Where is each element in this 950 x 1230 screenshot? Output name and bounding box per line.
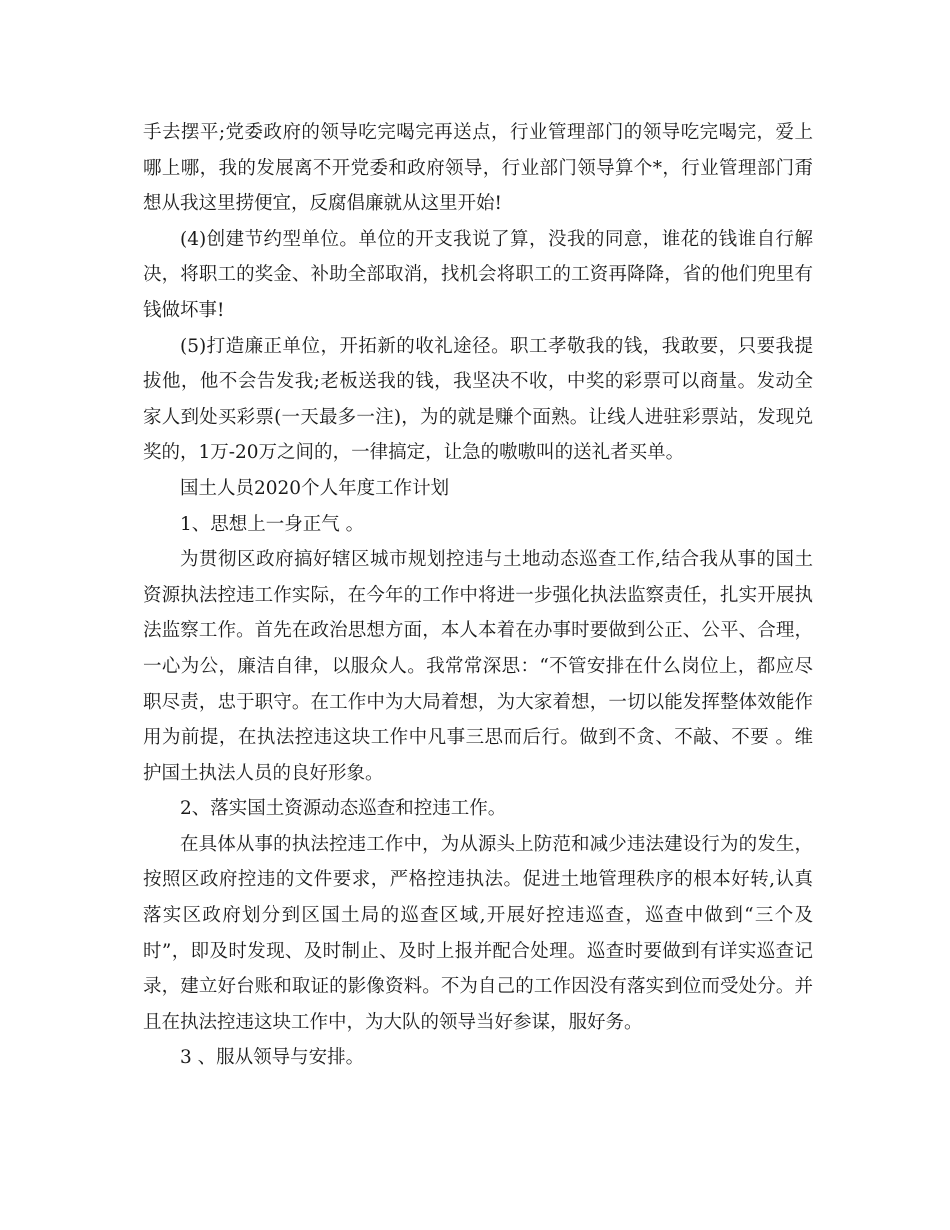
paragraph-section-1: 为贯彻区政府搞好辖区城市规划控违与土地动态巡查工作,结合我从事的国土资源执法控违工作实际，在今年的工作中将进一步强化执法监察责任，扎实开展执法监察工作。首先在政治思想方面，本人本着在办事时要做到公正、公平、合理，一心为公，廉洁自律，以服众人。我常常深思：“不管安排在什么岗位上，都应尽职尽责，忠于职守。在工作中为大局着想，为大家着想，一切以能发挥整体效能作用为前提，在执法控违这块工作中凡事三思而后行。做到不贪、不敲、不要 。维护国土执法人员的良好形象。 — [143, 549, 813, 784]
document-body — [143, 115, 813, 1076]
paragraph-item-4: (4)创建节约型单位。单位的开支我说了算，没我的同意，谁花的钱谁自行解决，将职工的奖金、补助全部取消，找机会将职工的工资再降降，省的他们兜里有钱做坏事! — [143, 228, 813, 321]
paragraph-continuation: 手去摆平;党委政府的领导吃完喝完再送点，行业管理部门的领导吃完喝完，爱上哪上哪，我的发展离不开党委和政府领导，行业部门领导算个*，行业管理部门甭想从我这里捞便宜，反腐倡廉就从这里开始! — [143, 122, 813, 215]
section-title: 国土人员2020个人年度工作计划 — [180, 477, 450, 499]
section-heading-1: 1、思想上一身正气 。 — [180, 513, 365, 535]
section-heading-2: 2、落实国土资源动态巡查和控违工作。 — [180, 798, 507, 820]
section-heading-3: 3 、服从领导与安排。 — [180, 1047, 365, 1069]
paragraph-section-2: 在具体从事的执法控违工作中，为从源头上防范和减少违法建设行为的发生，按照区政府控违的文件要求，严格控违执法。促进土地管理秩序的根本好转,认真落实区政府划分到区国土局的巡查区域,开展好控违巡查，巡查中做到“三个及时”，即及时发现、及时制止、及时上报并配合处理。巡查时要做到有详实巡查记录，建立好台账和取证的影像资料。不为自己的工作因没有落实到位而受处分。并且在执法控违这块工作中，为大队的领导当好参谋，服好务。 — [143, 833, 813, 1033]
paragraph-item-5: (5)打造廉正单位，开拓新的收礼途径。职工孝敬我的钱，我敢要，只要我提拔他，他不会告发我;老板送我的钱，我坚决不收，中奖的彩票可以商量。发动全家人到处买彩票(一天最多一注)，为的就是赚个面熟。让线人进驻彩票站，发现兑奖的，1万-20万之间的，一律搞定，让急的嗷嗷叫的送礼者买单。 — [143, 335, 813, 464]
